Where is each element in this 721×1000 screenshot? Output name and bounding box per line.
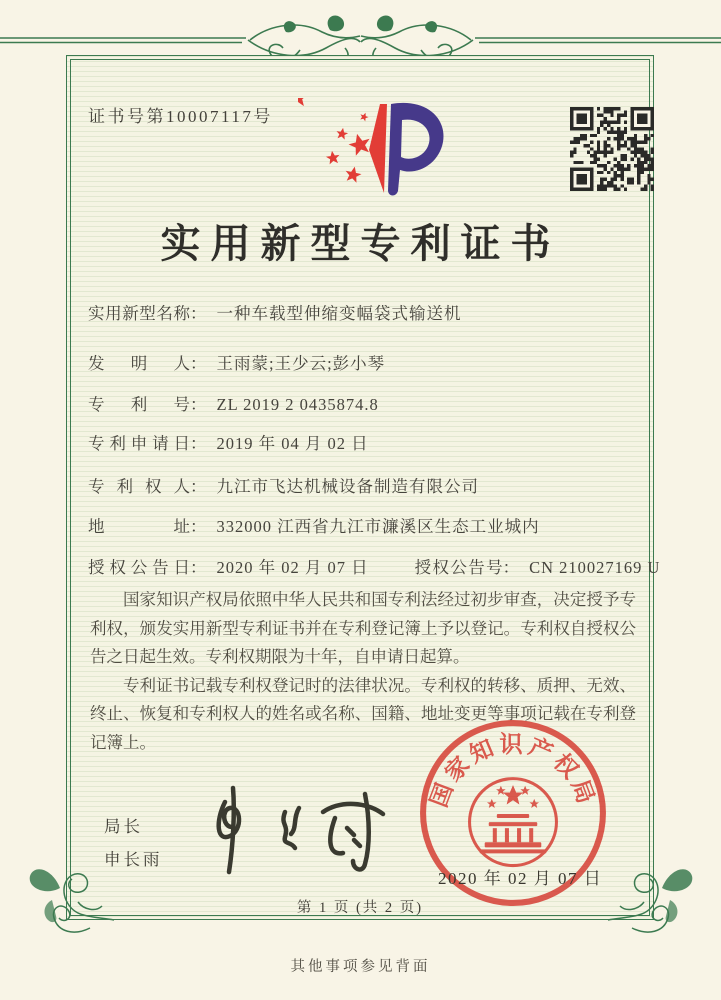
certificate-title: 实用新型专利证书 <box>160 221 561 266</box>
qr-code <box>570 107 654 191</box>
field-colon: ： <box>190 304 207 323</box>
cnipa-logo-icon <box>298 98 448 198</box>
signature-handwriting <box>195 782 410 882</box>
field-colon: ： <box>190 558 207 577</box>
field-row-patent-number <box>88 391 379 415</box>
field-colon: ： <box>502 558 520 577</box>
field-colon: ： <box>190 434 207 453</box>
field-label: 发明人 <box>88 354 190 373</box>
field-value: 2020 年 02 月 07 日 <box>216 558 369 577</box>
signer-title: 局长 <box>104 817 143 836</box>
back-side-note: 其他事项参见背面 <box>290 959 431 975</box>
signer-name: 申长雨 <box>104 850 163 869</box>
legal-paragraph-2: 专利证书记载专利权登记时的法律状况。专利权的转移、质押、无效、终止、恢复和专利权人的姓名或名称、国籍、地址变更等事项记载在专利登记簿上。 <box>90 675 636 752</box>
field-row-patentee <box>88 473 479 497</box>
field-value: 一种车载型伸缩变幅袋式输送机 <box>216 304 462 323</box>
field-value: ZL 2019 2 0435874.8 <box>216 395 379 414</box>
field-value: 九江市飞达机械设备制造有限公司 <box>216 477 479 496</box>
field-row-grant <box>88 554 660 578</box>
field-label: 专利权人 <box>88 477 190 496</box>
field-colon: ： <box>190 477 207 496</box>
page-number: 第 1 页 (共 2 页) <box>296 900 424 916</box>
field-value: CN 210027169 U <box>529 558 661 577</box>
field-label: 专利号 <box>88 395 190 414</box>
field-colon: ： <box>190 354 207 373</box>
certificate-number: 证书号第10007117号 <box>88 107 273 126</box>
field-label: 授权公告日 <box>88 558 190 577</box>
field-row-filing-date <box>88 430 369 454</box>
field-value: 王雨蒙;王少云;彭小琴 <box>216 354 386 373</box>
field-label: 授权公告号 <box>414 558 503 577</box>
field-value: 2019 年 04 月 02 日 <box>216 434 369 453</box>
seal-ring-text: 国家知识产权局 <box>426 732 600 811</box>
field-label: 实用新型名称 <box>88 304 190 323</box>
field-label: 地址 <box>88 517 190 536</box>
field-row-address <box>88 513 540 537</box>
field-colon: ： <box>190 517 207 536</box>
signer-block <box>104 810 163 876</box>
field-row-inventors <box>88 350 385 374</box>
field-row-name <box>88 300 462 324</box>
field-colon: ： <box>190 395 207 414</box>
field-value: 332000 江西省九江市濂溪区生态工业城内 <box>216 517 540 536</box>
legal-paragraph-1: 国家知识产权局依照中华人民共和国专利法经过初步审查，决定授予专利权，颁发实用新型专利证书并在专利登记簿上予以登记。专利权自授权公告之日起生效。专利权期限为十年，自申请日起算。 <box>90 590 636 666</box>
seal-date: 2020 年 02 月 07 日 <box>438 869 603 888</box>
field-label: 专利申请日 <box>88 434 190 453</box>
